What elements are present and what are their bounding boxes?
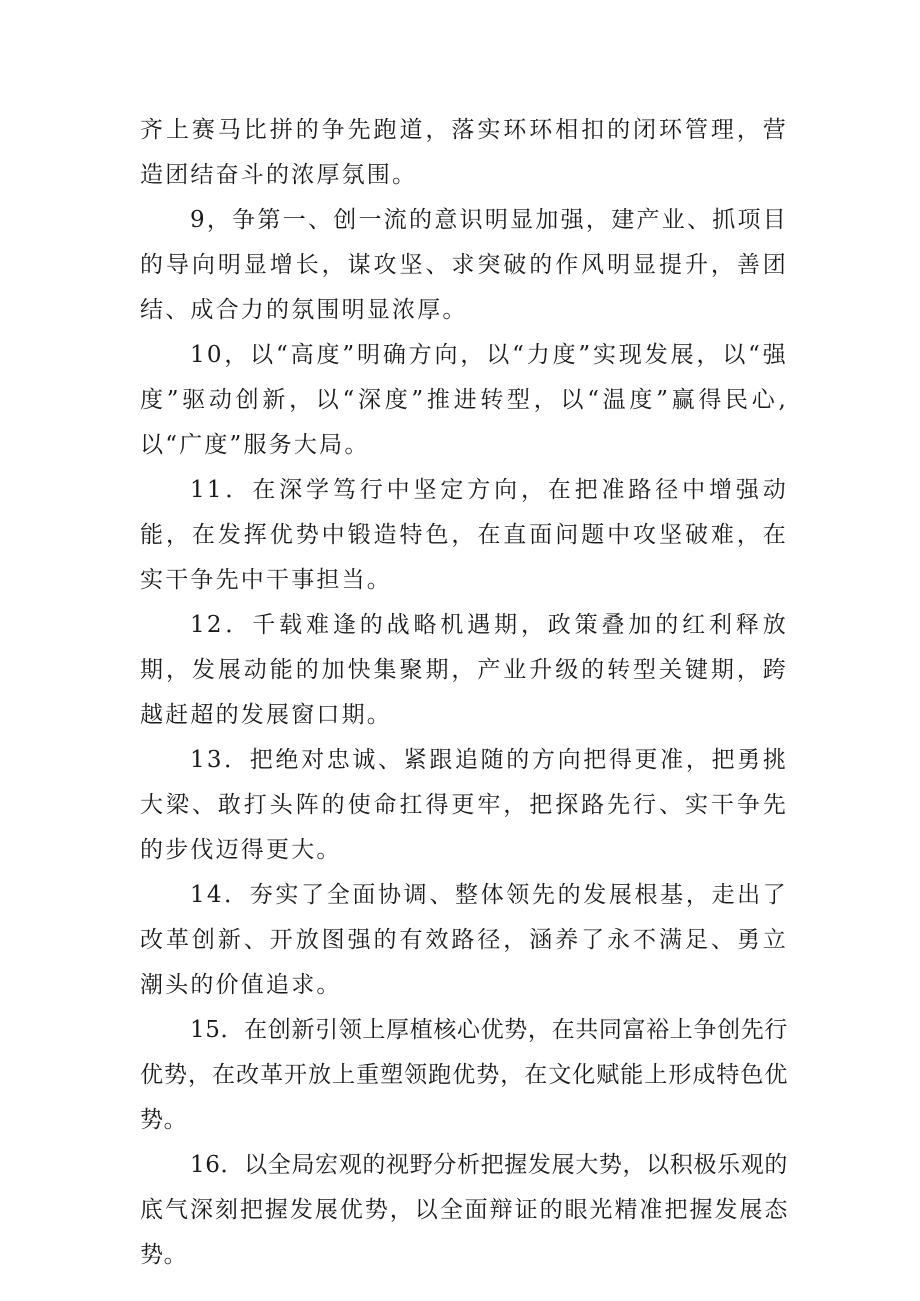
paragraph-item-15: 15．在创新引领上厚植核心优势，在共同富裕上争创先行优势，在改革开放上重塑领跑优势，在文化赋能上形成特色优势。 bbox=[140, 1017, 788, 1133]
document-body bbox=[140, 108, 788, 1278]
paragraph-item-14: 14．夯实了全面协调、整体领先的发展根基，走出了改革创新、开放图强的有效路径，涵养了永不满足、勇立潮头的价值追求。 bbox=[140, 882, 788, 998]
paragraph-item-11: 11．在深学笃行中坚定方向，在把准路径中增强动能，在发挥优势中锻造特色，在直面问题中攻坚破难，在实干争先中干事担当。 bbox=[140, 477, 788, 593]
paragraph-item-16: 16．以全局宏观的视野分析把握发展大势，以积极乐观的底气深刻把握发展优势，以全面辩证的眼光精准把握发展态势。 bbox=[140, 1152, 788, 1268]
paragraph-item-12: 12．千载难逢的战略机遇期，政策叠加的红利释放期，发展动能的加快集聚期，产业升级的转型关键期，跨越赶超的发展窗口期。 bbox=[140, 612, 788, 728]
paragraph-item-9: 9，争第一、创一流的意识明显加强，建产业、抓项目的导向明显增长，谋攻坚、求突破的作风明显提升，善团结、成合力的氛围明显浓厚。 bbox=[140, 207, 788, 323]
paragraph-item-10: 10，以“高度”明确方向，以“力度”实现发展，以“强度”驱动创新，以“深度”推进转型，以“温度”赢得民心,以“广度”服务大局。 bbox=[140, 342, 788, 458]
paragraph-item-13: 13．把绝对忠诚、紧跟追随的方向把得更准，把勇挑大梁、敢打头阵的使命扛得更牢，把探路先行、实干争先的步伐迈得更大。 bbox=[140, 747, 788, 863]
paragraph-continuation: 齐上赛马比拼的争先跑道，落实环环相扣的闭环管理，营造团结奋斗的浓厚氛围。 bbox=[140, 117, 788, 188]
